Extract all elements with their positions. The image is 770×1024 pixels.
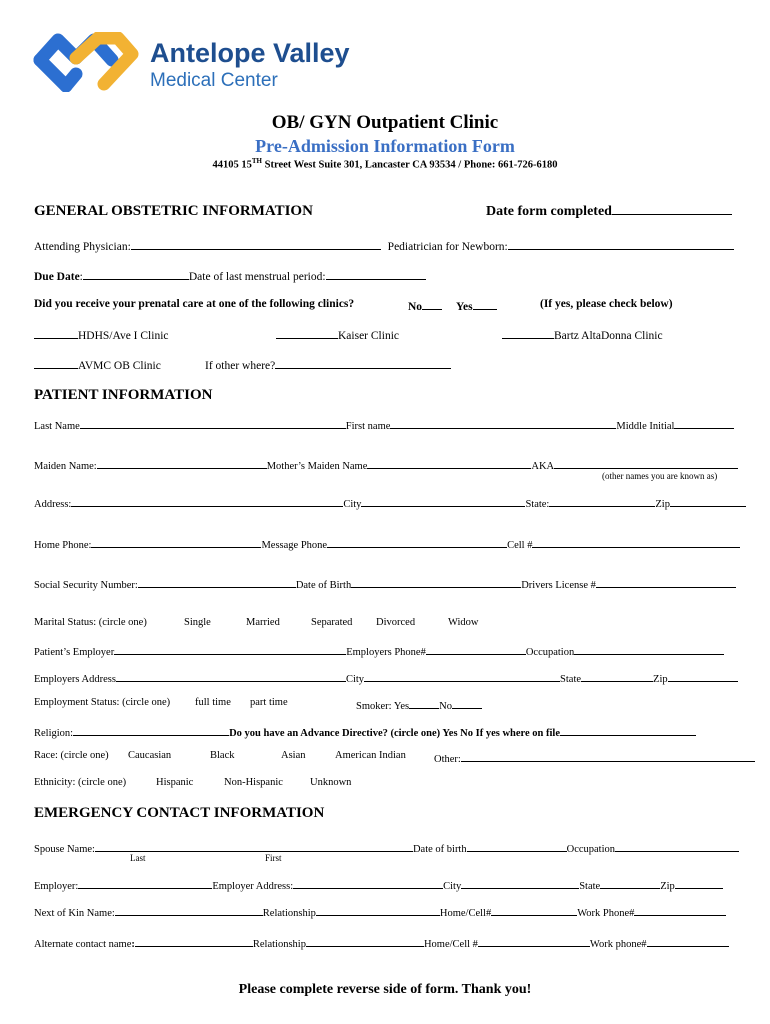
prenatal-no-field[interactable] (422, 298, 442, 310)
home-phone-field[interactable] (91, 536, 261, 548)
marital-option-single[interactable]: Single (184, 617, 211, 628)
other-clinic-field[interactable] (275, 357, 451, 369)
ethnicity-option-hispanic[interactable]: Hispanic (156, 777, 194, 788)
alternate-relationship-field[interactable] (306, 935, 424, 947)
clinic-other: If other where? (205, 357, 451, 372)
spouse-last-caption: Last (130, 853, 146, 863)
religion-row: Religion: Do you have an Advance Directive? (circle one) Yes No If yes where on file (34, 724, 696, 739)
middle-initial-field[interactable] (674, 417, 734, 429)
mothers-maiden-field[interactable] (367, 457, 531, 469)
patient-employer-field[interactable] (114, 643, 346, 655)
date-form-completed: Date form completed (486, 203, 732, 220)
page-title: OB/ GYN Outpatient Clinic (271, 112, 499, 133)
clinic-hdhs: HDHS/Ave I Clinic (34, 327, 169, 342)
first-name-field[interactable] (390, 417, 616, 429)
name-row: Last Name First name Middle Initial (34, 417, 734, 432)
ethnicity-label: Ethnicity: (circle one) (34, 777, 127, 788)
alternate-contact-field[interactable] (135, 935, 253, 947)
state-field[interactable] (549, 495, 655, 507)
marital-option-married[interactable]: Married (246, 617, 280, 628)
aka-field[interactable] (554, 457, 738, 469)
spouse-dob-field[interactable] (467, 840, 567, 852)
drivers-license-field[interactable] (596, 576, 736, 588)
clinic-kaiser: Kaiser Clinic (276, 327, 399, 342)
prenatal-yes: Yes (456, 298, 497, 313)
emergency-employer-field[interactable] (78, 877, 212, 889)
aka-note: (other names you are known as) (602, 471, 718, 481)
emergency-employer-row: Employer: Employer Address: City State Zip (34, 877, 723, 892)
smoker-no-field[interactable] (452, 697, 482, 709)
kin-home-cell-field[interactable] (491, 904, 577, 916)
smoker-yes-field[interactable] (409, 697, 439, 709)
message-phone-field[interactable] (327, 536, 507, 548)
race-option-american-indian[interactable]: American Indian (335, 750, 406, 761)
ssn-row: Social Security Number: Date of Birth Drivers License # (34, 576, 736, 591)
prenatal-no: No (408, 298, 442, 313)
date-completed-field[interactable] (612, 203, 732, 215)
alternate-home-cell-field[interactable] (478, 935, 590, 947)
next-of-kin-row: Next of Kin Name: Relationship Home/Cell# Work Phone# (34, 904, 726, 919)
prenatal-if-yes: (If yes, please check below) (540, 298, 673, 310)
race-other: Other: (434, 750, 755, 765)
marital-label: Marital Status: (circle one) (34, 617, 147, 628)
prenatal-yes-field[interactable] (473, 298, 497, 310)
avmc-check-field[interactable] (34, 357, 78, 369)
employment-option-full-time[interactable]: full time (195, 697, 231, 708)
employer-zip-field[interactable] (668, 670, 738, 682)
emergency-zip-field[interactable] (675, 877, 723, 889)
section-heading-obstetric: GENERAL OBSTETRIC INFORMATION (34, 203, 313, 219)
logo (32, 32, 362, 92)
ssn-field[interactable] (138, 576, 296, 588)
ethnicity-option-unknown[interactable]: Unknown (310, 777, 352, 788)
due-date-field[interactable] (83, 268, 189, 280)
race-other-field[interactable] (461, 750, 755, 762)
footer-note: Please complete reverse side of form. Thank you! (238, 982, 532, 997)
spouse-first-caption: First (265, 853, 282, 863)
employer-row: Patient’s Employer Employers Phone# Occupation (34, 643, 724, 658)
race-option-asian[interactable]: Asian (281, 750, 306, 761)
marital-option-divorced[interactable]: Divorced (376, 617, 416, 628)
spouse-occupation-field[interactable] (615, 840, 739, 852)
section-heading-emergency: EMERGENCY CONTACT INFORMATION (34, 805, 325, 821)
logo-name: Antelope Valley (150, 38, 350, 68)
race-label: Race: (circle one) (34, 750, 109, 761)
last-name-field[interactable] (80, 417, 346, 429)
race-option-caucasian[interactable]: Caucasian (128, 750, 172, 761)
lmp-field[interactable] (326, 268, 426, 280)
due-date-row: Due Date: Date of last menstrual period: (34, 268, 426, 283)
pediatrician-field[interactable] (508, 238, 734, 250)
clinic-avmc: AVMC OB Clinic (34, 357, 161, 372)
prenatal-question: Did you receive your prenatal care at one of the following clinics? (34, 298, 355, 310)
attending-row: Attending Physician: Pediatrician for Newborn: (34, 238, 734, 253)
phone-row: Home Phone: Message Phone Cell # (34, 536, 740, 551)
kin-work-phone-field[interactable] (634, 904, 726, 916)
employer-city-field[interactable] (364, 670, 560, 682)
employment-option-part-time[interactable]: part time (250, 697, 288, 708)
logo-subname: Medical Center (150, 70, 278, 91)
advance-directive-field[interactable] (560, 724, 696, 736)
ethnicity-option-non-hispanic[interactable]: Non-Hispanic (224, 777, 283, 788)
attending-physician-field[interactable] (131, 238, 381, 250)
hdhs-check-field[interactable] (34, 327, 78, 339)
kin-relationship-field[interactable] (316, 904, 440, 916)
maiden-name-field[interactable] (97, 457, 267, 469)
address-field[interactable] (71, 495, 343, 507)
address-row: Address: City State: Zip (34, 495, 746, 510)
employers-phone-field[interactable] (426, 643, 526, 655)
heart-logo-icon (32, 32, 142, 92)
clinic-bartz: Bartz AltaDonna Clinic (502, 327, 663, 342)
clinic-address: 44105 15TH Street West Suite 301, Lancaster CA 93534 / Phone: 661-726-6180 (212, 157, 558, 171)
emergency-city-field[interactable] (461, 877, 579, 889)
alternate-work-phone-field[interactable] (647, 935, 729, 947)
bartz-check-field[interactable] (502, 327, 554, 339)
marital-option-widow[interactable]: Widow (448, 617, 479, 628)
section-heading-patient: PATIENT INFORMATION (34, 387, 213, 403)
advance-directive-question: Do you have an Advance Directive? (circle one) Yes No If yes where on file (229, 728, 560, 739)
religion-field[interactable] (73, 724, 229, 736)
cell-field[interactable] (532, 536, 740, 548)
emergency-employer-address-field[interactable] (293, 877, 443, 889)
spouse-row: Spouse Name: Date of birth Occupation (34, 840, 739, 855)
kaiser-check-field[interactable] (276, 327, 338, 339)
maiden-row: Maiden Name: Mother’s Maiden Name AKA (34, 457, 738, 472)
zip-field[interactable] (670, 495, 746, 507)
smoker-row: Smoker: Yes No (356, 697, 482, 712)
spouse-name-field[interactable] (95, 840, 413, 852)
employment-status-label: Employment Status: (circle one) (34, 697, 171, 708)
emergency-state-field[interactable] (600, 877, 660, 889)
employer-state-field[interactable] (581, 670, 653, 682)
next-of-kin-field[interactable] (115, 904, 263, 916)
dob-field[interactable] (351, 576, 521, 588)
occupation-field[interactable] (574, 643, 724, 655)
employers-address-field[interactable] (116, 670, 346, 682)
marital-option-separated[interactable]: Separated (311, 617, 353, 628)
employers-address-row: Employers Address City State Zip (34, 670, 738, 685)
form-subtitle: Pre-Admission Information Form (255, 136, 515, 156)
alternate-contact-row: Alternate contact name: Relationship Home/Cell # Work phone# (34, 935, 729, 950)
city-field[interactable] (361, 495, 525, 507)
race-option-black[interactable]: Black (210, 750, 235, 761)
